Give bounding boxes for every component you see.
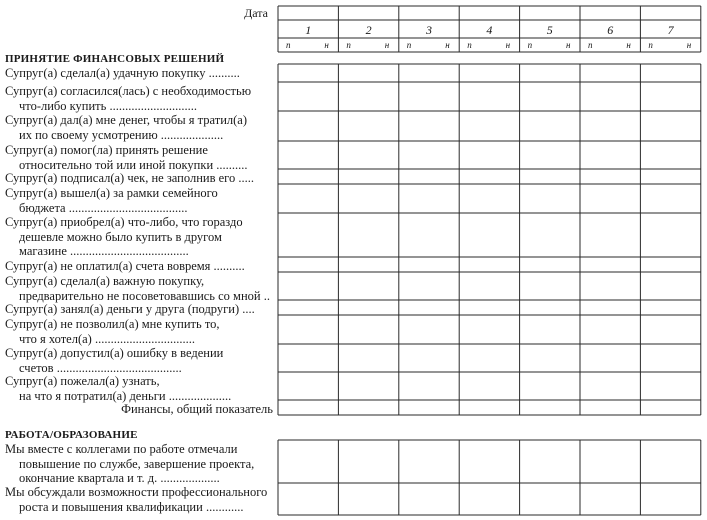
finance-item	[5, 186, 273, 215]
sub-label-n: н	[445, 40, 450, 50]
sub-label-p: п	[527, 40, 533, 50]
day-number: 3	[425, 23, 432, 37]
finance-item-line: их по своему усмотрению ....................	[19, 127, 224, 142]
finance-item	[5, 84, 273, 113]
finance-item	[5, 215, 273, 259]
finance-item	[5, 346, 273, 375]
day-number: 4	[486, 23, 493, 37]
finance-item	[5, 259, 273, 274]
finance-item	[5, 113, 273, 142]
sub-label-p: п	[467, 40, 472, 50]
finance-item	[5, 143, 273, 172]
finance-item-line: Супруг(а) дал(а) мне денег, чтобы я тратил(а)	[5, 113, 248, 127]
sub-label-p: п	[406, 40, 412, 50]
sub-label-p: п	[588, 40, 593, 50]
sub-label-n: н	[384, 40, 390, 50]
finance-item-line: Супруг(а) приобрел(а) что-либо, что гораздо	[5, 215, 243, 229]
finance-item-line: Супруг(а) допустил(а) ошибку в ведении	[5, 346, 224, 360]
finance-item	[5, 274, 273, 303]
finance-item	[5, 66, 273, 81]
finance-item	[5, 317, 273, 346]
sub-label-n: н	[566, 40, 571, 50]
work-item-line: Мы обсуждали возможности профессионального	[5, 485, 268, 499]
day-number: 5	[546, 23, 553, 37]
work-item-line: Мы вместе с коллегами по работе отмечали	[5, 442, 238, 456]
sub-label-p: п	[286, 40, 291, 50]
finance-item-line: Супруг(а) не оплатил(а) счета вовремя ..........	[5, 259, 245, 273]
date-label: Дата	[244, 6, 268, 20]
finance-item-line: относительно той или иной покупки ..........	[19, 157, 248, 172]
day-number: 6	[607, 23, 614, 37]
sub-label-n: н	[686, 40, 692, 50]
work-item	[5, 442, 273, 486]
work-item-line: роста и повышения квалификации ............	[19, 499, 244, 514]
finance-item-line: дешевле можно было купить в другом	[19, 229, 222, 244]
finance-item-line: Супруг(а) пожелал(а) узнать,	[5, 374, 160, 388]
finance-item-line: Супруг(а) подписал(а) чек, не заполнив его .....	[5, 171, 254, 185]
sub-label-n: н	[505, 40, 511, 50]
finance-item-line: Супруг(а) согласился(лась) с необходимостью	[5, 84, 252, 98]
finance-item-line: бюджета ......................................	[19, 200, 188, 215]
sub-label-p: п	[346, 40, 351, 50]
finance-item-line: Супруг(а) занял(а) деньги у друга (подруги) ....	[5, 302, 255, 316]
finance-item-line: Супруг(а) не позволил(а) мне купить то,	[5, 317, 220, 331]
section-title-finance: ПРИНЯТИЕ ФИНАНСОВЫХ РЕШЕНИЙ	[5, 53, 225, 65]
work-item	[5, 485, 273, 514]
finance-item-line: счетов ........................................	[19, 360, 182, 375]
finance-item-line: что-либо купить ............................	[19, 98, 197, 113]
work-item-line: повышение по службе, завершение проекта,	[19, 456, 255, 471]
finance-item	[5, 171, 273, 186]
section-title-work: РАБОТА/ОБРАЗОВАНИЕ	[5, 429, 138, 441]
finance-total-label: Финансы, общий показатель	[121, 402, 273, 416]
finance-item-line: предварительно не посоветовавшись со мной ..	[19, 288, 270, 303]
finance-item-line: Супруг(а) вышел(а) за рамки семейного	[5, 186, 218, 200]
finance-item-line: Супруг(а) сделал(а) удачную покупку ..........	[5, 66, 240, 80]
day-number: 2	[365, 23, 372, 37]
finance-item-line: Супруг(а) сделал(а) важную покупку,	[5, 274, 205, 288]
finance-item	[5, 374, 273, 403]
finance-item	[5, 302, 273, 317]
finance-item-line: магазине ......................................	[19, 244, 189, 258]
day-number: 1	[305, 23, 312, 37]
day-number: 7	[667, 23, 674, 37]
work-item-line: окончание квартала и т. д. ...................	[19, 471, 220, 485]
sub-label-p: п	[648, 40, 653, 50]
sub-label-n: н	[324, 40, 329, 50]
finance-item-line: на что я потратил(а) деньги ....................	[19, 388, 232, 403]
sub-label-n: н	[626, 40, 631, 50]
finance-item-line: что я хотел(а) ................................	[19, 331, 195, 346]
finance-item-line: Супруг(а) помог(ла) принять решение	[5, 143, 208, 157]
